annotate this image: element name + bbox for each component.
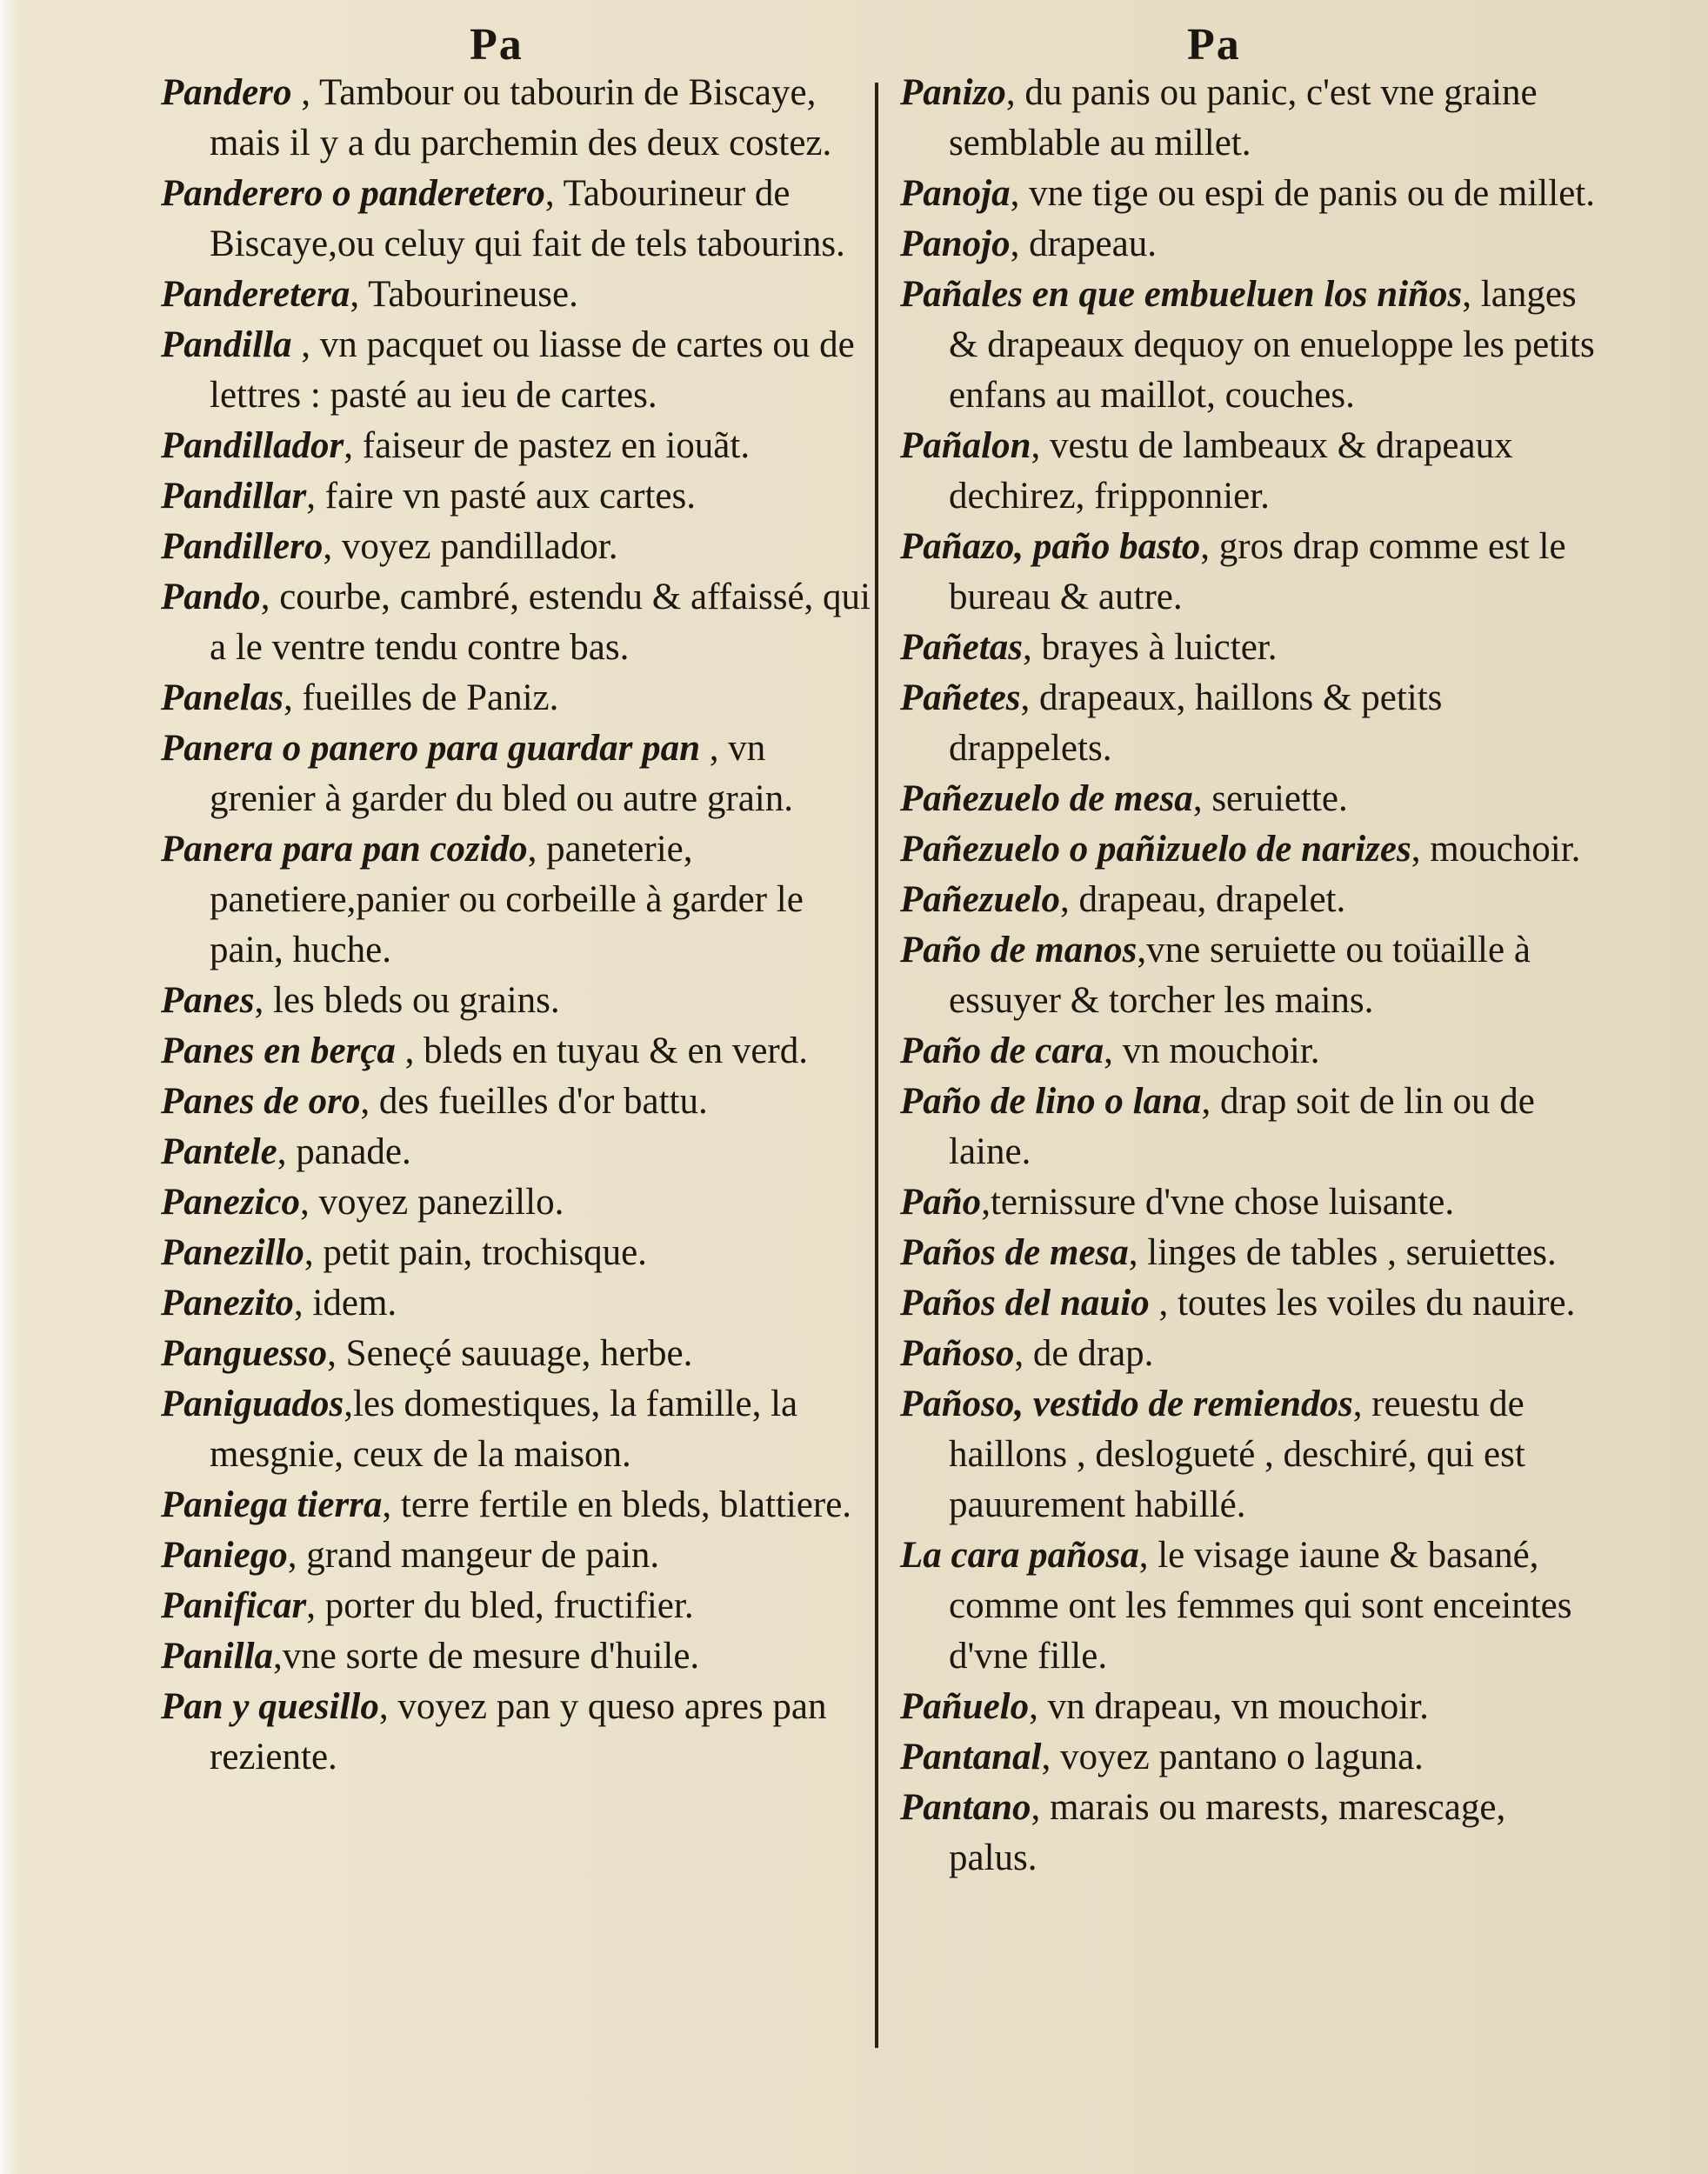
dictionary-entry bbox=[900, 1077, 1596, 1177]
dictionary-entry bbox=[161, 320, 874, 421]
entry-headword: Pañuelo bbox=[900, 1686, 1030, 1727]
dictionary-entry bbox=[161, 1379, 874, 1480]
entry-headword: Panguesso bbox=[161, 1333, 328, 1374]
entry-headword: Pando bbox=[161, 577, 261, 617]
dictionary-entry bbox=[900, 1278, 1596, 1329]
entry-headword: Pañalon bbox=[900, 425, 1031, 466]
page-edge bbox=[0, 0, 19, 2174]
entry-headword: Pañezuelo de mesa bbox=[900, 778, 1193, 819]
entry-definition: ,les domestiques, la famille, la mesgnie, ceux de la maison. bbox=[210, 1384, 798, 1475]
entry-definition: , de drap. bbox=[1014, 1333, 1154, 1374]
entry-headword: Paños del nauio bbox=[900, 1283, 1150, 1324]
entry-definition: , faiseur de pastez en iouãt. bbox=[344, 425, 751, 466]
entry-definition: , voyez pandillador. bbox=[323, 526, 618, 567]
entry-headword: Pan y quesillo bbox=[161, 1686, 379, 1727]
dictionary-entry bbox=[161, 471, 874, 522]
entry-definition: , marais ou marests, marescage, palus. bbox=[949, 1787, 1506, 1878]
dictionary-entry bbox=[900, 169, 1596, 219]
dictionary-entry bbox=[161, 824, 874, 976]
entry-definition: , fueilles de Paniz. bbox=[283, 677, 559, 718]
dictionary-entry bbox=[900, 270, 1596, 421]
dictionary-entry bbox=[161, 673, 874, 724]
entry-headword: Pañazo, paño basto bbox=[900, 526, 1201, 567]
entry-definition: , drapeau, drapelet. bbox=[1059, 879, 1346, 920]
dictionary-entry bbox=[161, 1228, 874, 1278]
entry-headword: Panera para pan cozido bbox=[161, 829, 528, 870]
entry-definition: , porter du bled, fructifier. bbox=[306, 1585, 694, 1626]
dictionary-entry bbox=[900, 925, 1596, 1026]
entry-headword: Pañezuelo o pañizuelo de narizes bbox=[900, 829, 1411, 870]
entry-definition: , seruiette. bbox=[1192, 778, 1348, 819]
entry-headword: Paño de cara bbox=[900, 1030, 1104, 1071]
entry-definition: , drapeau. bbox=[1010, 223, 1157, 264]
entry-headword: Paño de manos bbox=[900, 930, 1138, 970]
entry-headword: Panificar bbox=[161, 1585, 307, 1626]
entry-headword: Paniega tierra bbox=[161, 1484, 383, 1525]
dictionary-entry bbox=[900, 673, 1596, 774]
dictionary-entry bbox=[161, 1127, 874, 1177]
entry-definition: , vestu de lambeaux & drapeaux dechirez, fripponnier. bbox=[949, 425, 1513, 517]
entry-definition: , brayes à luicter. bbox=[1022, 627, 1278, 668]
entry-headword: Pañales en que embueluen los niños bbox=[900, 274, 1463, 315]
column-divider bbox=[875, 83, 878, 2048]
entry-headword: Panezillo bbox=[161, 1232, 304, 1273]
dictionary-entry bbox=[161, 976, 874, 1026]
entry-definition: , reuestu de haillons , deslogueté , deschiré, qui est pauurement habillé. bbox=[949, 1384, 1525, 1525]
entry-definition: , terre fertile en bleds, blattiere. bbox=[382, 1484, 852, 1525]
dictionary-entry bbox=[161, 68, 874, 169]
dictionary-entry bbox=[161, 522, 874, 572]
entry-headword: Pandillador bbox=[161, 425, 344, 466]
entry-definition: , faire vn pasté aux cartes. bbox=[306, 476, 696, 517]
dictionary-entry bbox=[900, 1783, 1596, 1884]
dictionary-entry bbox=[900, 68, 1596, 169]
entry-definition: , paneterie, panetiere,panier ou corbeille à garder le pain, huche. bbox=[210, 829, 804, 970]
entry-definition: , voyez pantano o laguna. bbox=[1041, 1737, 1424, 1777]
entry-headword: Panezico bbox=[161, 1182, 301, 1223]
entry-headword: Pañetes bbox=[900, 677, 1021, 718]
dictionary-entry bbox=[161, 572, 874, 673]
dictionary-entry bbox=[161, 1682, 874, 1783]
dictionary-entry bbox=[900, 522, 1596, 623]
left-column bbox=[161, 68, 874, 1783]
entry-headword: Panizo bbox=[900, 72, 1006, 113]
entry-definition: , langes & drapeaux dequoy on enueloppe les petits enfans au maillot, couches. bbox=[949, 274, 1595, 416]
entry-definition: , Tabourineuse. bbox=[350, 274, 578, 315]
dictionary-entry bbox=[161, 270, 874, 320]
dictionary-entry bbox=[161, 1077, 874, 1127]
dictionary-entry bbox=[161, 1177, 874, 1228]
entry-definition: , grand mangeur de pain. bbox=[287, 1535, 660, 1576]
entry-definition: , vne tige ou espi de panis ou de millet. bbox=[1010, 173, 1595, 214]
entry-definition: , gros drap comme est le bureau & autre. bbox=[949, 526, 1566, 617]
entry-definition: , Tambour ou tabourin de Biscaye, mais il y a du parchemin des deux costez. bbox=[210, 72, 832, 163]
entry-definition: , des fueilles d'or battu. bbox=[360, 1081, 708, 1122]
entry-definition: , du panis ou panic, c'est vne graine semblable au millet. bbox=[949, 72, 1538, 163]
entry-definition: , toutes les voiles du nauire. bbox=[1149, 1283, 1576, 1324]
entry-headword: Paniguados bbox=[161, 1384, 344, 1424]
entry-headword: Panes bbox=[161, 980, 255, 1021]
dictionary-entry bbox=[900, 1379, 1596, 1530]
entry-headword: Pañoso, vestido de remiendos bbox=[900, 1384, 1353, 1424]
entry-headword: Paños de mesa bbox=[900, 1232, 1129, 1273]
dictionary-entry bbox=[161, 1329, 874, 1379]
entry-definition: , bleds en tuyau & en verd. bbox=[395, 1030, 808, 1071]
dictionary-entry bbox=[900, 421, 1596, 522]
entry-headword: Pañezuelo bbox=[900, 879, 1060, 920]
dictionary-entry bbox=[161, 1026, 874, 1077]
running-header-right: Pa bbox=[1187, 20, 1241, 70]
entry-definition: , petit pain, trochisque. bbox=[304, 1232, 647, 1273]
dictionary-entry bbox=[161, 724, 874, 824]
entry-definition: , Seneçé sauuage, herbe. bbox=[327, 1333, 693, 1374]
entry-headword: La cara pañosa bbox=[900, 1535, 1139, 1576]
entry-headword: Pantano bbox=[900, 1787, 1031, 1828]
entry-headword: Pandilla bbox=[161, 324, 292, 365]
entry-definition: , courbe, cambré, estendu & affaissé, qui a le ventre tendu contre bas. bbox=[210, 577, 871, 668]
dictionary-entry bbox=[161, 169, 874, 270]
entry-definition: , vn grenier à garder du bled ou autre grain. bbox=[210, 728, 793, 819]
entry-headword: Pañetas bbox=[900, 627, 1023, 668]
dictionary-entry bbox=[900, 623, 1596, 673]
dictionary-entry bbox=[900, 1329, 1596, 1379]
entry-definition: , voyez pan y queso apres pan reziente. bbox=[210, 1686, 827, 1777]
entry-definition: , voyez panezillo. bbox=[300, 1182, 564, 1223]
dictionary-entry bbox=[900, 774, 1596, 824]
dictionary-entry bbox=[161, 1480, 874, 1530]
entry-headword: Panera o panero para guardar pan bbox=[161, 728, 701, 769]
dictionary-entry bbox=[161, 1581, 874, 1631]
entry-headword: Pandillero bbox=[161, 526, 324, 567]
entry-headword: Paniego bbox=[161, 1535, 288, 1576]
entry-definition: , mouchoir. bbox=[1411, 829, 1581, 870]
entry-headword: Pandero bbox=[161, 72, 292, 113]
entry-headword: Panes de oro bbox=[161, 1081, 361, 1122]
dictionary-entry bbox=[900, 1026, 1596, 1077]
dictionary-entry bbox=[900, 1732, 1596, 1783]
entry-definition: , linges de tables , seruiettes. bbox=[1128, 1232, 1557, 1273]
entry-headword: Pantanal bbox=[900, 1737, 1042, 1777]
dictionary-entry bbox=[900, 1530, 1596, 1682]
dictionary-entry bbox=[900, 1228, 1596, 1278]
entry-headword: Panelas bbox=[161, 677, 284, 718]
entry-headword: Panojo bbox=[900, 223, 1011, 264]
dictionary-entry bbox=[161, 421, 874, 471]
entry-definition: , Tabourineur de Biscaye,ou celuy qui fait de tels tabourins. bbox=[210, 173, 845, 264]
dictionary-entry bbox=[161, 1278, 874, 1329]
entry-definition: , drapeaux, haillons & petits drappelets. bbox=[949, 677, 1443, 769]
dictionary-entry bbox=[900, 1682, 1596, 1732]
entry-headword: Pantele bbox=[161, 1131, 277, 1172]
entry-definition: , idem. bbox=[293, 1283, 397, 1324]
entry-definition: ,vne seruiette ou toüaille à essuyer & torcher les mains. bbox=[949, 930, 1531, 1021]
entry-headword: Paño bbox=[900, 1182, 982, 1223]
running-header-left: Pa bbox=[470, 20, 524, 70]
entry-headword: Panoja bbox=[900, 173, 1011, 214]
entry-definition: , vn drapeau, vn mouchoir. bbox=[1029, 1686, 1429, 1727]
entry-headword: Panes en berça bbox=[161, 1030, 396, 1071]
dictionary-entry bbox=[900, 875, 1596, 925]
entry-headword: Panderero o panderetero bbox=[161, 173, 545, 214]
entry-definition: , vn mouchoir. bbox=[1104, 1030, 1320, 1071]
entry-definition: , le visage iaune & basané, comme ont les femmes qui sont enceintes d'vne fille. bbox=[949, 1535, 1572, 1677]
entry-headword: Pandillar bbox=[161, 476, 307, 517]
entry-definition: ,vne sorte de mesure d'huile. bbox=[273, 1636, 700, 1677]
entry-definition: , drap soit de lin ou de laine. bbox=[949, 1081, 1535, 1172]
dictionary-entry bbox=[161, 1530, 874, 1581]
dictionary-entry bbox=[900, 824, 1596, 875]
entry-headword: Panezito bbox=[161, 1283, 294, 1324]
entry-headword: Panilla bbox=[161, 1636, 274, 1677]
entry-definition: , les bleds ou grains. bbox=[254, 980, 560, 1021]
entry-headword: Paño de lino o lana bbox=[900, 1081, 1202, 1122]
entry-headword: Pañoso bbox=[900, 1333, 1015, 1374]
dictionary-entry bbox=[900, 1177, 1596, 1228]
entry-definition: , vn pacquet ou liasse de cartes ou de lettres : pasté au ieu de cartes. bbox=[210, 324, 855, 416]
dictionary-entry bbox=[161, 1631, 874, 1682]
right-column bbox=[900, 68, 1596, 1884]
entry-definition: ,ternissure d'vne chose luisante. bbox=[981, 1182, 1455, 1223]
dictionary-entry bbox=[900, 219, 1596, 270]
entry-headword: Panderetera bbox=[161, 274, 350, 315]
entry-definition: , panade. bbox=[277, 1131, 411, 1172]
